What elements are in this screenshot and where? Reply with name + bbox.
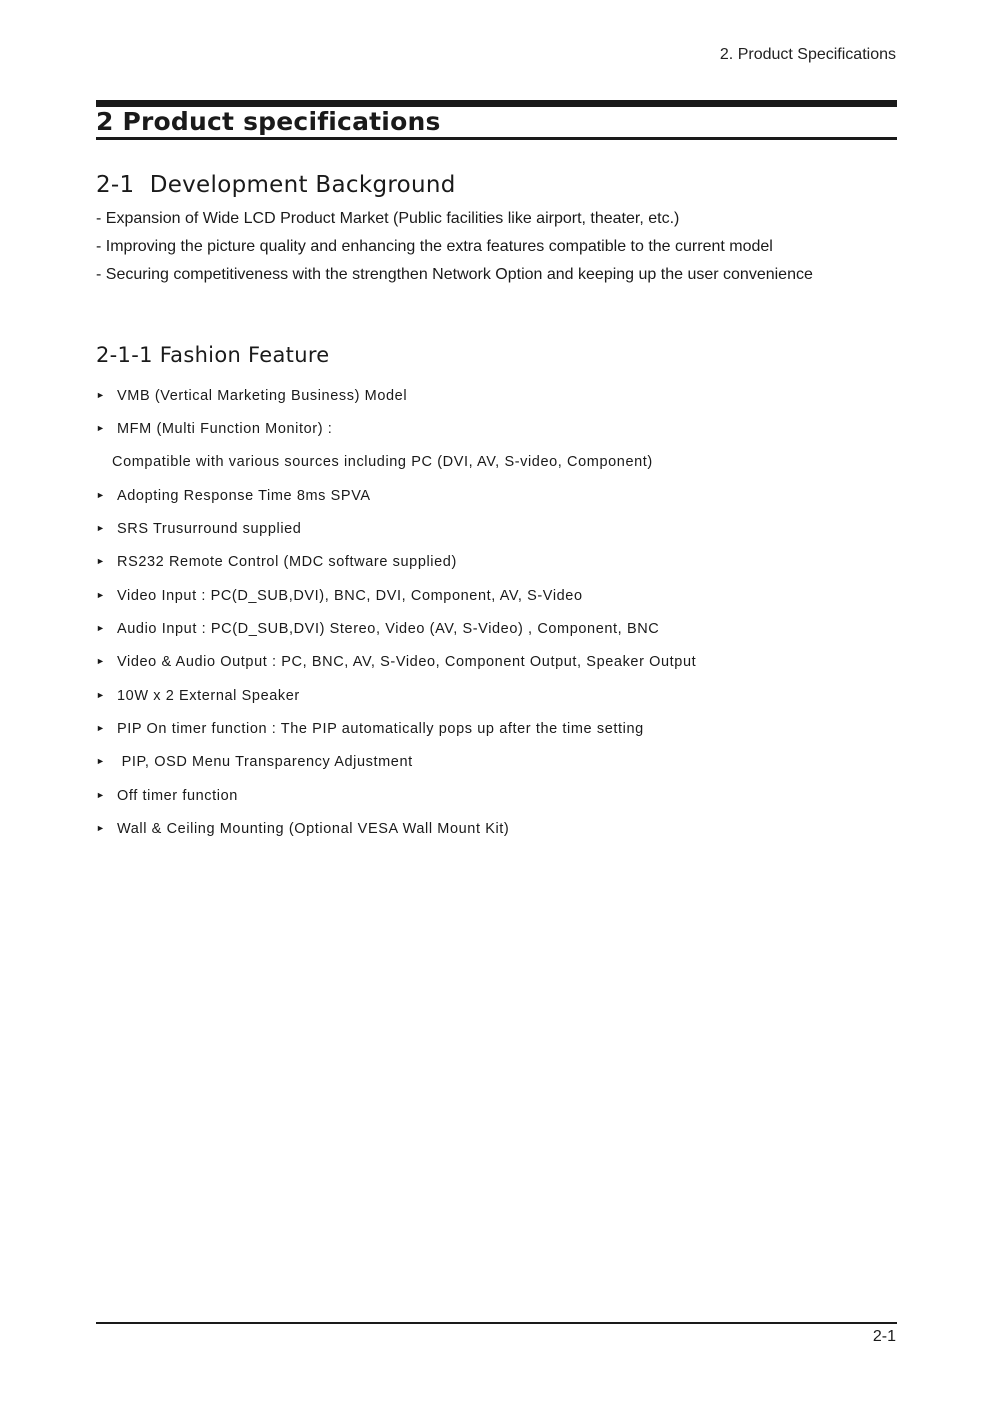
- bullet-arrow-icon: ►: [96, 689, 106, 700]
- feature-text: Audio Input : PC(D_SUB,DVI) Stereo, Video (AV, S-Video) , Component, BNC: [117, 621, 660, 638]
- bullet-arrow-icon: ►: [96, 789, 106, 800]
- background-list: [96, 208, 813, 292]
- list-item: [96, 485, 696, 518]
- bullet-arrow-icon: ►: [96, 390, 106, 400]
- list-item: [96, 651, 696, 684]
- list-item: [96, 385, 696, 418]
- feature-text: MFM (Multi Function Monitor) :: [117, 421, 333, 438]
- list-item: [96, 518, 696, 551]
- bullet-arrow-icon: ►: [96, 656, 106, 667]
- bullet-arrow-icon: ►: [96, 589, 106, 600]
- chapter-heading-block: [96, 100, 897, 140]
- list-item: [96, 818, 696, 851]
- feature-text: Adopting Response Time 8ms SPVA: [117, 487, 371, 504]
- feature-text: Video & Audio Output : PC, BNC, AV, S-Video, Component Output, Speaker Output: [117, 654, 697, 671]
- feature-text: Off timer function: [117, 787, 238, 804]
- feature-text: VMB (Vertical Marketing Business) Model: [117, 388, 408, 404]
- running-header: 2. Product Specifications: [719, 46, 896, 63]
- bullet-arrow-icon: ►: [96, 523, 106, 534]
- background-item: - Securing competitiveness with the strengthen Network Option and keeping up the user convenience: [96, 266, 813, 283]
- feature-text: PIP On timer function : The PIP automatically pops up after the time setting: [117, 720, 644, 737]
- subsection-title: 2-1-1 Fashion Feature: [96, 343, 330, 367]
- list-item: [96, 785, 696, 818]
- feature-text: Wall & Ceiling Mounting (Optional VESA Wall Mount Kit): [117, 820, 510, 837]
- bullet-arrow-icon: ►: [96, 423, 106, 434]
- list-item: [96, 618, 696, 651]
- list-item: [96, 585, 696, 618]
- bullet-arrow-icon: ►: [96, 489, 106, 500]
- chapter-title: 2 Product specifications: [96, 107, 441, 136]
- list-item-continuation: [96, 452, 696, 485]
- feature-text: Video Input : PC(D_SUB,DVI), BNC, DVI, Component, AV, S-Video: [117, 587, 583, 604]
- background-item: - Expansion of Wide LCD Product Market (Public facilities like airport, theater, etc.): [96, 210, 680, 227]
- background-item: - Improving the picture quality and enhancing the extra features compatible to the current model: [96, 238, 773, 255]
- feature-text: PIP, OSD Menu Transparency Adjustment: [117, 754, 413, 771]
- page-number: 2-1: [872, 1328, 896, 1345]
- list-item: [96, 551, 696, 584]
- feature-text: RS232 Remote Control (MDC software supplied): [117, 554, 457, 571]
- list-item: [96, 718, 696, 751]
- bullet-arrow-icon: ►: [96, 722, 106, 733]
- bullet-arrow-icon: ►: [96, 756, 106, 767]
- feature-text: SRS Trusurround supplied: [117, 521, 302, 538]
- bullet-arrow-icon: ►: [96, 556, 106, 567]
- list-item: [96, 418, 696, 451]
- footer-divider: [96, 1322, 897, 1324]
- list-item: [96, 685, 696, 718]
- feature-text: Compatible with various sources including PC (DVI, AV, S-video, Component): [112, 453, 653, 470]
- feature-list: [96, 385, 696, 851]
- bullet-arrow-icon: ►: [96, 822, 106, 833]
- section-title: 2-1 Development Background: [96, 172, 456, 198]
- list-item: [96, 751, 696, 784]
- bullet-arrow-icon: ►: [96, 623, 106, 634]
- feature-text: 10W x 2 External Speaker: [117, 687, 300, 704]
